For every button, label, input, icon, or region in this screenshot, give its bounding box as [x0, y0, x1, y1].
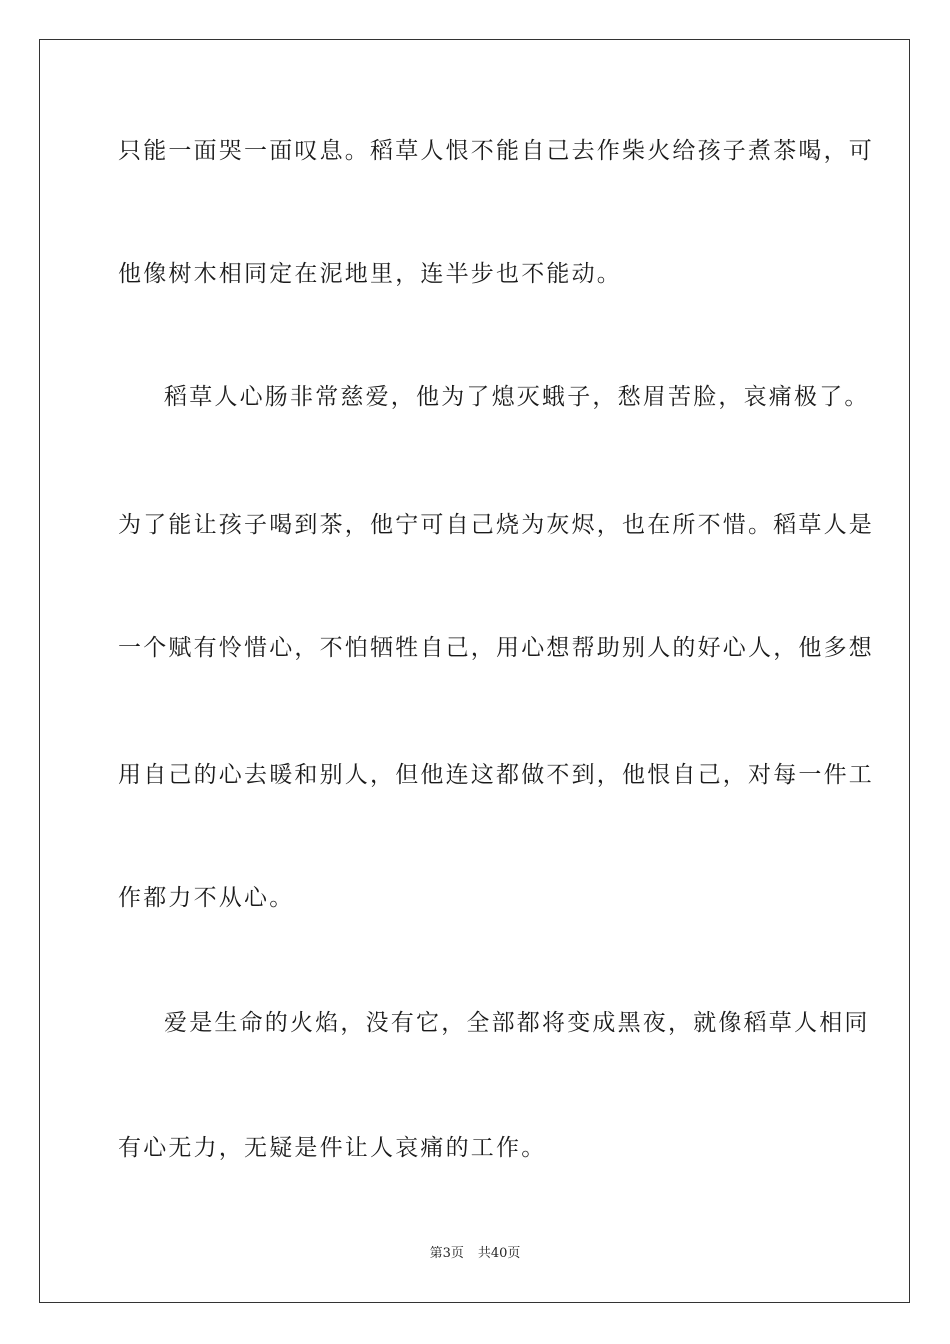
text-line: 有心无力，无疑是件让人哀痛的工作。: [118, 1135, 547, 1161]
text-line: 只能一面哭一面叹息。稻草人恨不能自己去作柴火给孩子煮茶喝，可: [118, 138, 874, 164]
page-border: [39, 39, 910, 1303]
page-number: 第3页: [429, 1246, 464, 1261]
text-line: 用自己的心去暖和别人，但他连这都做不到，他恨自己，对每一件工: [118, 762, 874, 788]
text-line: 一个赋有怜惜心，不怕牺牲自己，用心想帮助别人的好心人，他多想: [118, 635, 874, 661]
total-pages: 共40页: [477, 1246, 521, 1261]
text-line: 他像树木相同定在泥地里，连半步也不能动。: [118, 261, 622, 287]
text-line: 作都力不从心。: [118, 885, 295, 911]
paragraph-start-line: 稻草人心肠非常慈爱，他为了熄灭蛾子，愁眉苦脸，哀痛极了。: [164, 384, 870, 410]
paragraph-start-line: 爱是生命的火焰，没有它，全部都将变成黑夜，就像稻草人相同: [164, 1010, 870, 1036]
page-footer: [0, 1245, 950, 1263]
text-line: 为了能让孩子喝到茶，他宁可自己烧为灰烬，也在所不惜。稻草人是: [118, 512, 874, 538]
